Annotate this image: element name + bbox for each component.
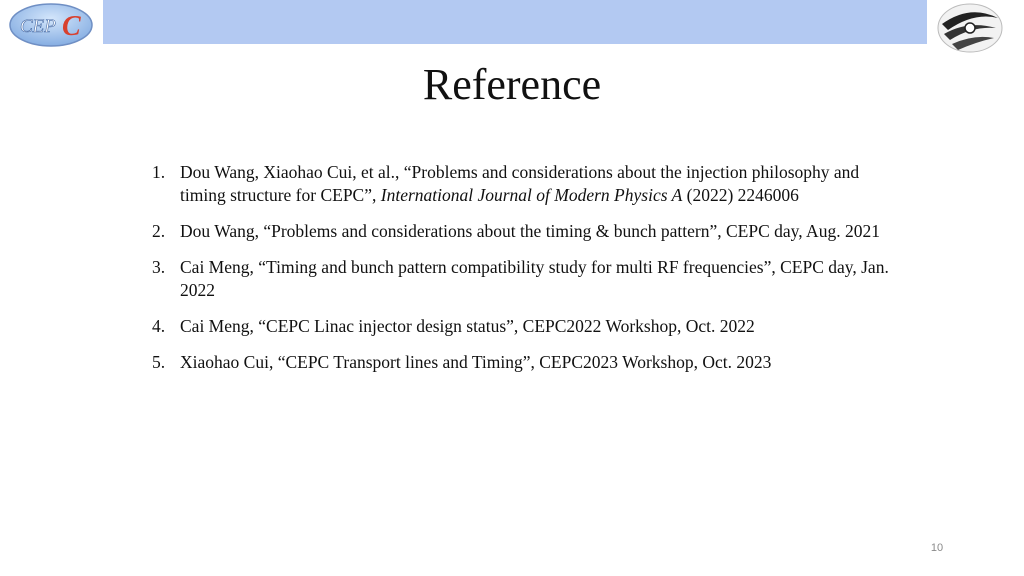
reference-item: [150, 351, 890, 374]
reference-journal: International Journal of Modern Physics A: [380, 185, 683, 205]
reference-text: Dou Wang, Xiaohao Cui, et al., “Problems and considerations about the injection philosophy and timing structure for CEPC”,: [180, 162, 860, 205]
reference-number: 1.: [152, 162, 166, 182]
reference-list: [150, 161, 890, 387]
reference-text: Cai Meng, “Timing and bunch pattern compatibility study for multi RF frequencies”, CEPC day, Jan. 2022: [180, 257, 889, 300]
cepc-logo-text: CEP: [20, 16, 56, 37]
cepc-logo: [8, 2, 94, 48]
reference-number: 5.: [152, 352, 166, 372]
reference-item: [150, 161, 890, 207]
reference-number: 3.: [152, 257, 166, 277]
header-band: [103, 0, 927, 44]
reference-text: Dou Wang, “Problems and considerations about the timing & bunch pattern”, CEPC day, Aug. 2021: [180, 221, 880, 241]
reference-number: 4.: [152, 316, 166, 336]
reference-text-tail: (2022) 2246006: [682, 185, 799, 205]
reference-item: [150, 220, 890, 243]
page-title: Reference: [422, 60, 602, 109]
page-number: 10: [930, 542, 944, 554]
ihep-logo: [934, 0, 1006, 56]
svg-text:C: C: [62, 11, 81, 42]
reference-text: Xiaohao Cui, “CEPC Transport lines and Timing”, CEPC2023 Workshop, Oct. 2023: [180, 352, 772, 372]
reference-number: 2.: [152, 221, 166, 241]
reference-item: [150, 256, 890, 302]
reference-text: Cai Meng, “CEPC Linac injector design status”, CEPC2022 Workshop, Oct. 2022: [180, 316, 755, 336]
reference-item: [150, 315, 890, 338]
